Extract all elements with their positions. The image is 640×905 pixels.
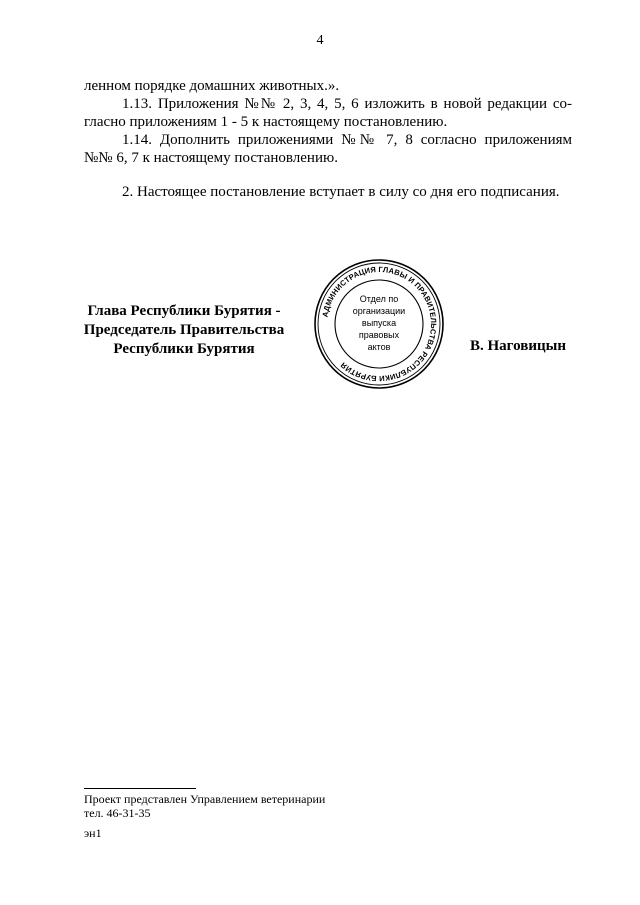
paragraph-1-13-line-2: гласно приложениям 1 - 5 к настоящему постановлению.: [84, 114, 448, 130]
footer-divider: [84, 788, 196, 789]
signature-title-line-3: Республики Бурятия: [113, 341, 255, 357]
paragraph-1-14-line-2: №№ 6, 7 к настоящему постановлению.: [84, 150, 338, 166]
footer-code: эн1: [84, 826, 102, 840]
stamp-center-line-5: актов: [367, 342, 391, 352]
footer-project-note: Проект представлен Управлением ветеринарии: [84, 792, 326, 806]
signature-title: [78, 302, 290, 359]
page-number: 4: [316, 33, 324, 48]
paragraph-2: 2. Настоящее постановление вступает в силу со дня его подписания.: [122, 184, 560, 200]
signature-title-line-2: Председатель Правительства: [83, 322, 285, 338]
stamp-center-line-4: правовых: [358, 330, 400, 340]
paragraph-1-13-line-1: 1.13. Приложения №№ 2, 3, 4, 5, 6 изложить в новой редакции со-: [122, 96, 572, 112]
signature-title-line-1: Глава Республики Бурятия -: [87, 303, 281, 319]
official-stamp: [313, 258, 445, 390]
stamp-center-line-3: выпуска: [361, 318, 397, 328]
stamp-center-line-2: организации: [352, 306, 406, 316]
stamp-ring-textpath: АДМИНИСТРАЦИЯ ГЛАВЫ И ПРАВИТЕЛЬСТВА РЕСПУБЛИКИ БУРЯТИЯ: [320, 264, 439, 384]
body-line-continuation: ленном порядке домашних животных.».: [84, 78, 340, 94]
footer-phone: тел. 46-31-35: [84, 806, 151, 820]
signatory-name: В. Наговицын: [470, 338, 566, 354]
paragraph-1-14-line-1: 1.14. Дополнить приложениями №№ 7, 8 согласно приложениям: [122, 132, 572, 148]
stamp-center-line-1: Отдел по: [359, 294, 399, 304]
